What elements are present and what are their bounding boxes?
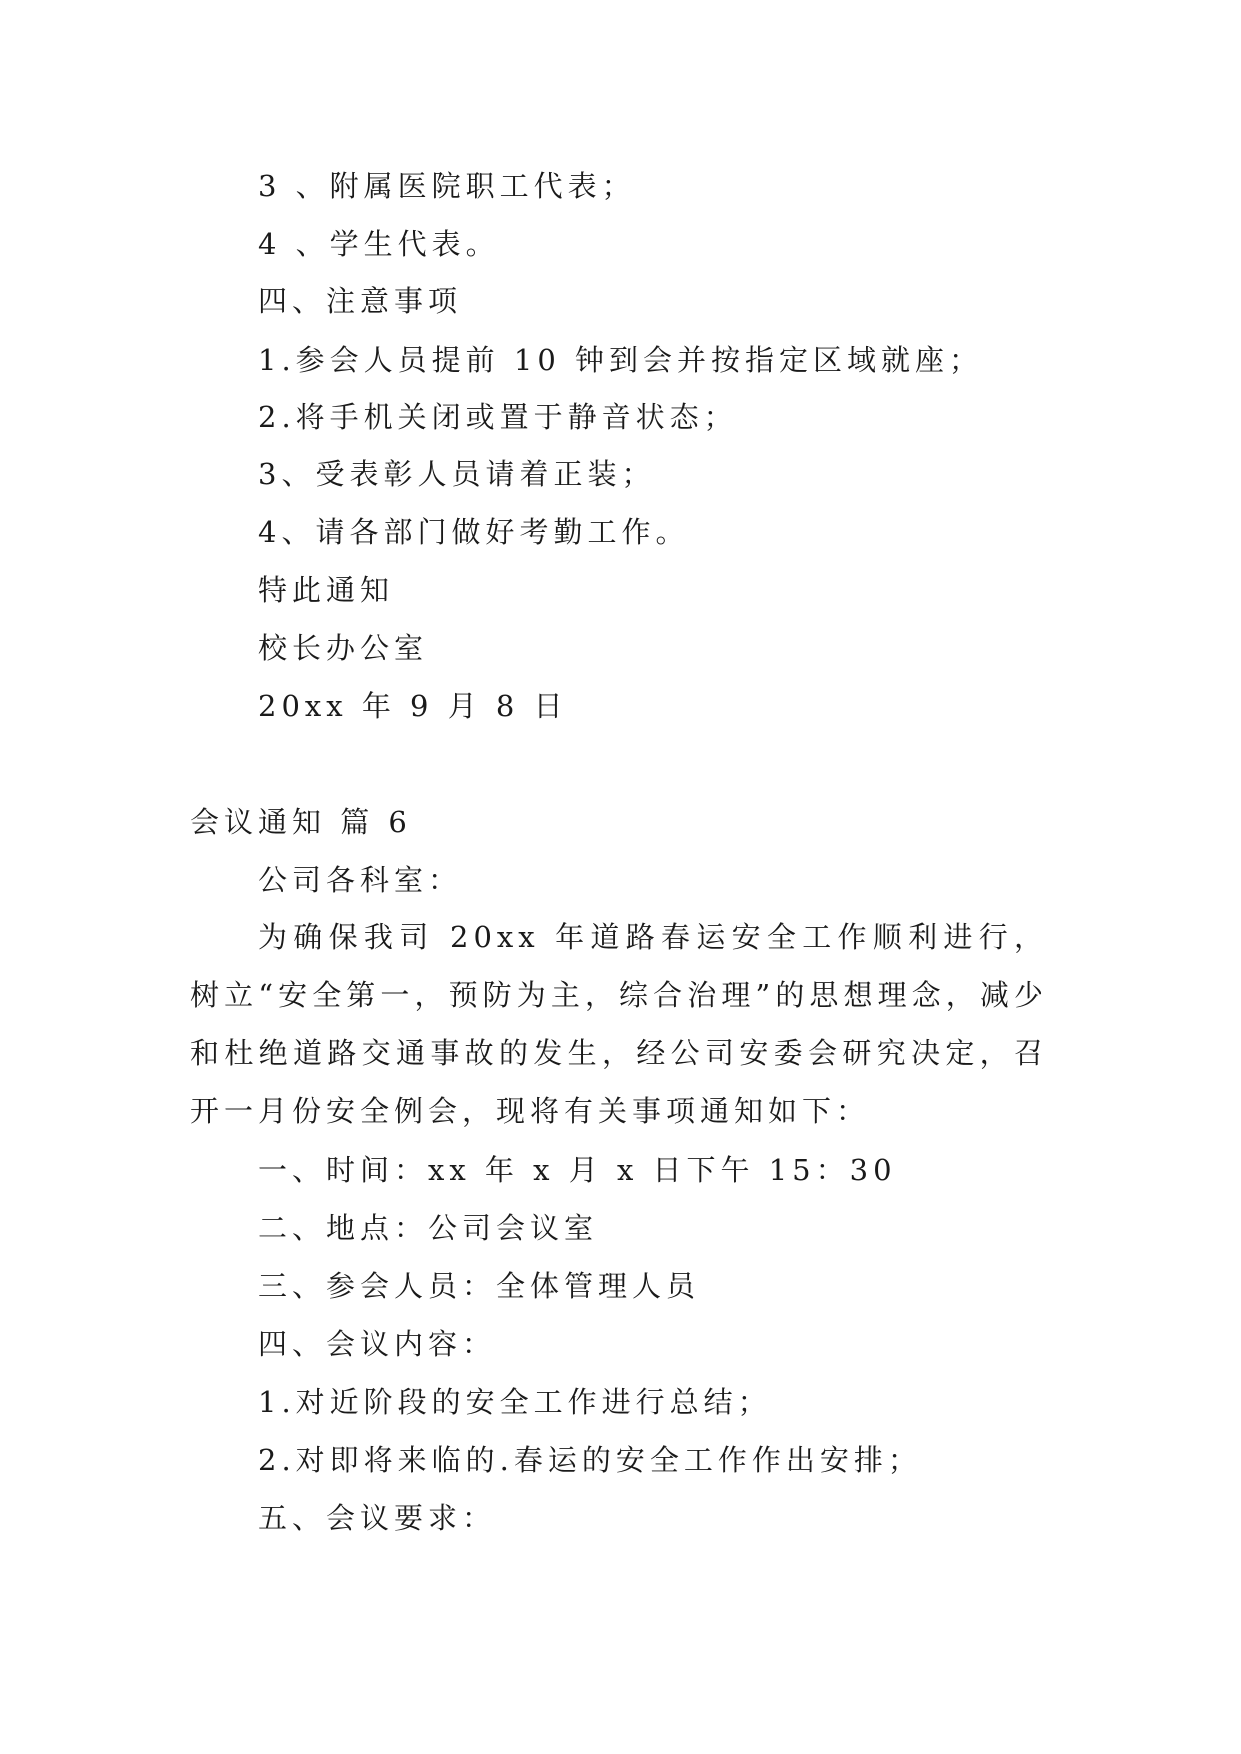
- body-paragraph: 为确保我司 20xx 年道路春运安全工作顺利进行，树立“安全第一，预防为主，综合治理”的思想理念，减少和杜绝道路交通事故的发生，经公司安委会研究决定，召开一月份安全例会，现将有关事项通知如下：: [190, 920, 1048, 1128]
- note-item-2: 2.将手机关闭或置于静音状态；: [258, 400, 738, 434]
- meeting-attendees: 三、参会人员：全体管理人员: [258, 1269, 701, 1303]
- section-heading-notes: 四、注意事项: [258, 284, 463, 318]
- requirements-heading: 五、会议要求：: [258, 1501, 497, 1535]
- attendee-item-4: 4 、学生代表。: [258, 227, 500, 261]
- salutation: 公司各科室：: [258, 863, 463, 897]
- notice-title: 会议通知 篇 6: [190, 805, 412, 839]
- meeting-place: 二、地点：公司会议室: [258, 1211, 599, 1245]
- content-item-1: 1.对近阶段的安全工作进行总结；: [258, 1385, 772, 1419]
- content-item-2: 2.对即将来临的.春运的安全工作作出安排；: [258, 1443, 922, 1477]
- note-item-4: 4、请各部门做好考勤工作。: [258, 515, 690, 549]
- attendee-item-3: 3 、附属医院职工代表；: [258, 169, 636, 203]
- closing-phrase: 特此通知: [258, 573, 395, 607]
- meeting-content-heading: 四、会议内容：: [258, 1327, 497, 1361]
- note-item-3: 3、受表彰人员请着正装；: [258, 457, 656, 491]
- signature-office: 校长办公室: [258, 631, 429, 665]
- note-item-1: 1.参会人员提前 10 钟到会并按指定区域就座；: [258, 343, 984, 377]
- meeting-time: 一、时间：xx 年 x 月 x 日下午 15：30: [258, 1153, 897, 1187]
- notice-date: 20xx 年 9 月 8 日: [258, 689, 568, 723]
